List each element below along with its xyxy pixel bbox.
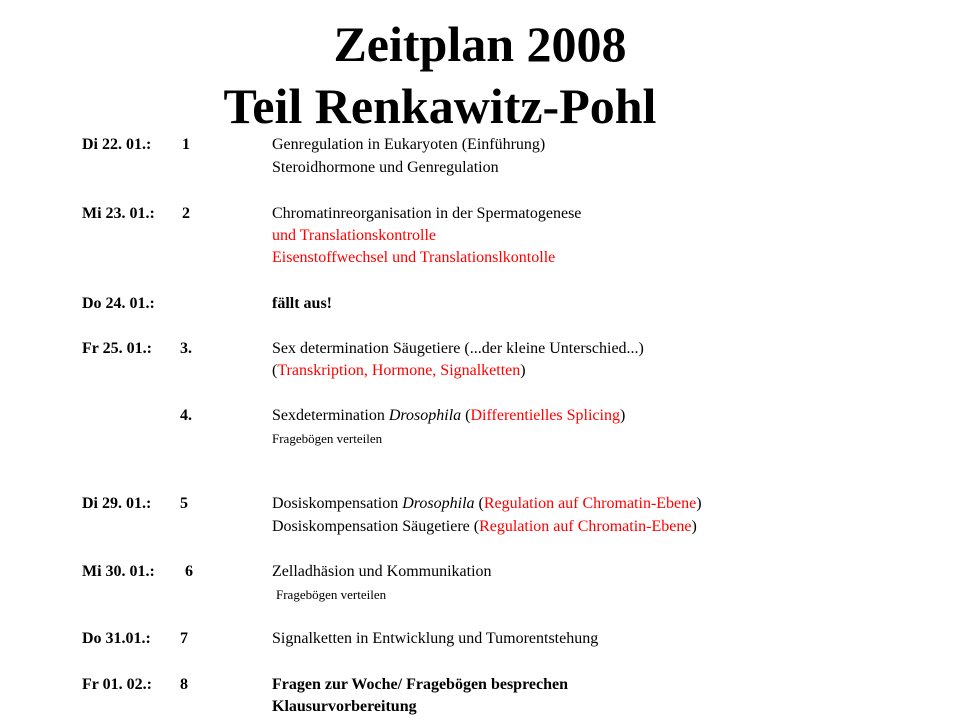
row-3-topic: fällt aus! [272, 295, 332, 312]
row-6-subtopic-text: Dosiskompensation Säugetiere ( [272, 518, 480, 535]
row-9-number: 8 [180, 676, 188, 693]
row-9-topic: Fragen zur Woche/ Fragebögen besprechen [272, 676, 568, 693]
row-5-number: 4. [180, 407, 192, 424]
row-2-subtopic-2: Eisenstoffwechsel und Translationslkontolle [272, 249, 556, 266]
paren-close: ) [619, 407, 626, 424]
row-1-subtopic: Steroidhormone und Genregulation [272, 159, 499, 176]
paren-close: ) [696, 495, 702, 512]
row-7-number: 6 [185, 563, 193, 580]
paren-open: ( [461, 407, 471, 424]
title-line-1: Zeitplan 2008 [333, 16, 627, 72]
row-7-topic: Zelladhäsion und Kommunikation [272, 563, 492, 580]
row-8-day: Do 31.01.: [82, 630, 151, 647]
row-6-day: Di 29. 01.: [82, 495, 152, 512]
paren-open: ( [474, 495, 484, 512]
row-8-topic: Signalketten in Entwicklung und Tumorentstehung [272, 630, 599, 647]
row-6-subtopic-highlight: Regulation auf Chromatin-Ebene [479, 518, 692, 535]
title-line-2: Teil Renkawitz-Pohl [223, 78, 657, 134]
paren-open: ( [272, 362, 278, 379]
row-6-topic [272, 494, 702, 514]
row-7-day: Mi 30. 01.: [82, 563, 155, 580]
row-1-day: Di 22. 01.: [82, 136, 152, 153]
row-4-day: Fr 25. 01.: [82, 340, 152, 357]
row-2-number: 2 [182, 205, 190, 222]
row-5-topic-text: Sexdetermination [272, 407, 389, 424]
row-1-topic: Genregulation in Eukaryoten (Einführung) [272, 136, 546, 153]
row-9-day: Fr 01. 02.: [82, 676, 152, 693]
paren-close: ) [691, 518, 697, 535]
row-8-number: 7 [180, 630, 188, 647]
row-9-subtopic: Klausurvorbereitung [272, 698, 417, 715]
row-6-topic-organism: Drosophila [402, 495, 475, 512]
row-6-topic-highlight: Regulation auf Chromatin-Ebene [483, 495, 697, 512]
row-6-subtopic [272, 517, 697, 537]
row-5-topic [272, 406, 625, 426]
row-6-number: 5 [180, 495, 188, 512]
row-2-day: Mi 23. 01.: [82, 205, 155, 222]
row-4-number: 3. [180, 340, 192, 357]
row-3-day: Do 24. 01.: [82, 295, 155, 312]
row-2-topic: Chromatinreorganisation in der Spermatogenese [272, 205, 582, 222]
row-5-topic-highlight: Differentielles Splicing [470, 407, 620, 424]
row-5-topic-organism: Drosophila [388, 407, 462, 424]
paren-close: ) [520, 362, 526, 379]
row-5-note: Fragebögen verteilen [272, 431, 383, 446]
row-4-subtopic [272, 361, 526, 381]
row-1-number: 1 [182, 136, 190, 153]
row-4-topic: Sex determination Säugetiere (...der kleine Unterschied...) [272, 340, 644, 357]
row-7-note: Fragebögen verteilen [276, 587, 387, 602]
row-4-subtopic-highlight: Transkription, Hormone, Signalketten [277, 362, 521, 379]
row-6-topic-text: Dosiskompensation [272, 495, 403, 512]
row-2-subtopic-1: und Translationskontrolle [272, 227, 437, 244]
